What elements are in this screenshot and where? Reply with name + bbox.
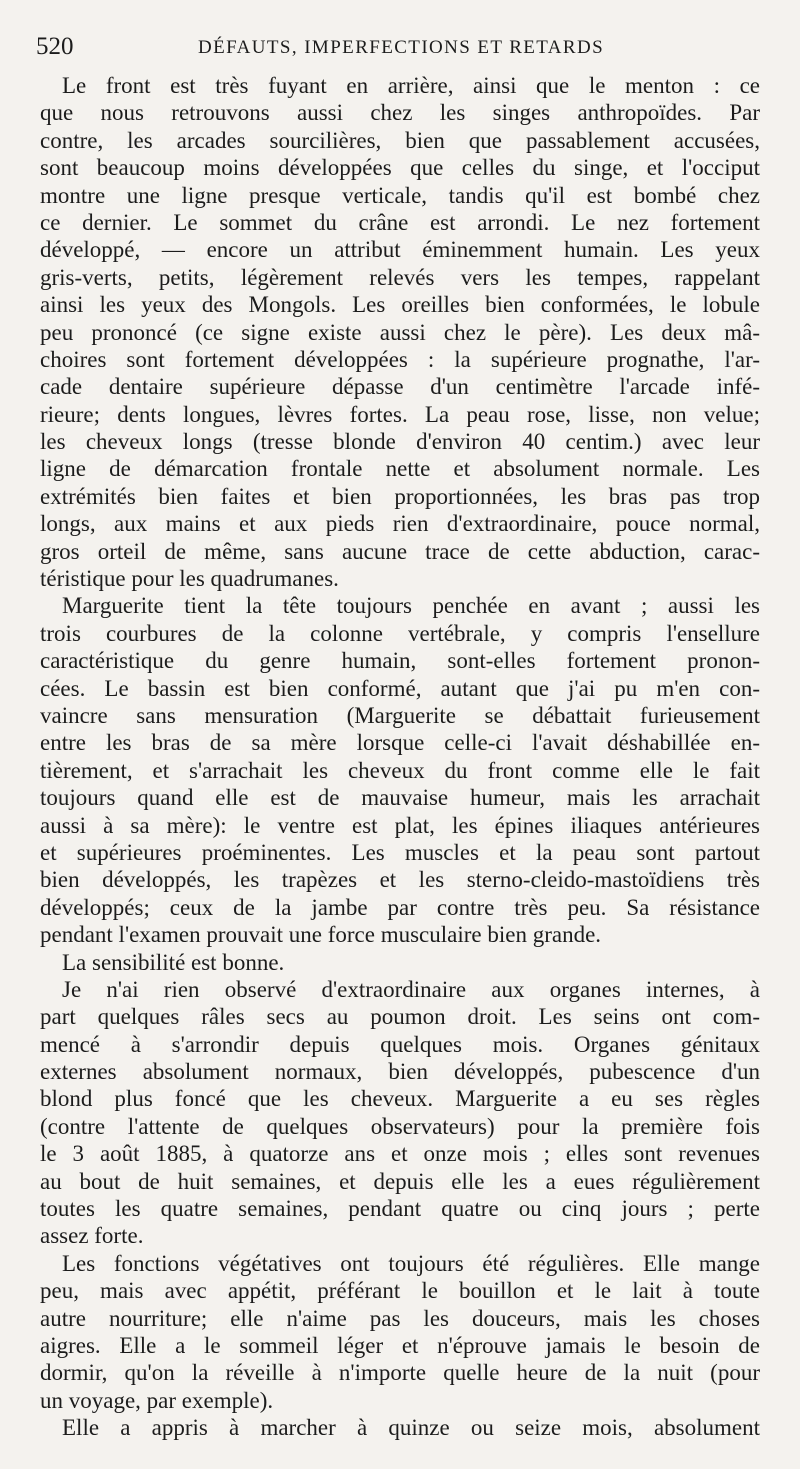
text-line: rieure; dents longues, lèvres fortes. La peau rose, lisse, non velue; (40, 401, 760, 427)
text-line: téristique pour les quadrumanes. (40, 566, 339, 592)
text-line: blond plus foncé que les cheveux. Marguerite a eu ses règles (40, 1086, 760, 1112)
text-line: pendant l'examen prouvait une force musculaire bien grande. (40, 922, 602, 948)
text-line: trois courbures de la colonne vertébrale, y compris l'ensellure (40, 620, 760, 646)
running-title: DÉFAUTS, IMPERFECTIONS ET RETARDS (198, 37, 605, 58)
text-line: que nous retrouvons aussi chez les singes anthropoïdes. Par (40, 100, 760, 126)
text-line: aigres. Elle a le sommeil léger et n'éprouve jamais le besoin de (40, 1332, 760, 1358)
text-line: Les fonctions végétatives ont toujours été régulières. Elle mange (62, 1250, 760, 1276)
text-line: montre une ligne presque verticale, tandis qu'il est bombé chez (40, 182, 760, 208)
text-line: toujours quand elle est de mauvaise humeur, mais les arrachait (40, 785, 760, 811)
text-line: autre nourriture; elle n'aime pas les douceurs, mais les choses (40, 1305, 760, 1331)
text-line: ligne de démarcation frontale nette et absolument normale. Les (40, 456, 760, 482)
text-line: Je n'ai rien observé d'extraordinaire aux organes internes, à (62, 976, 760, 1002)
text-line: bien développés, les trapèzes et les sterno-cleido-mastoïdiens très (40, 867, 760, 893)
text-line: part quelques râles secs au poumon droit. Les seins ont com- (40, 1004, 760, 1030)
text-line: développé, — encore un attribut éminemment humain. Les yeux (40, 237, 760, 263)
text-line: peu prononcé (ce signe existe aussi chez le père). Les deux mâ- (40, 319, 760, 345)
text-line: entre les bras de sa mère lorsque celle-ci l'avait déshabillée en- (40, 730, 760, 756)
text-line: extrémités bien faites et bien proportionnées, les bras pas trop (40, 483, 760, 509)
text-line: externes absolument normaux, bien développés, pubescence d'un (40, 1059, 760, 1085)
text-line: mencé à s'arrondir depuis quelques mois. Organes génitaux (40, 1031, 760, 1057)
text-line: au bout de huit semaines, et depuis elle les a eues régulièrement (40, 1168, 760, 1194)
text-line: Marguerite tient la tête toujours penchée en avant ; aussi les (62, 593, 760, 619)
text-line: cées. Le bassin est bien conformé, autant que j'ai pu m'en con- (40, 675, 760, 701)
text-line: développés; ceux de la jambe par contre très peu. Sa résistance (40, 894, 760, 920)
text-line: vaincre sans mensuration (Marguerite se débattait furieusement (40, 702, 760, 728)
body-text (40, 72, 760, 1442)
text-line: peu, mais avec appétit, préférant le bouillon et le lait à toute (40, 1278, 760, 1304)
text-line: La sensibilité est bonne. (62, 949, 285, 975)
text-line: caractéristique du genre humain, sont-elles fortement pronon- (40, 648, 760, 674)
text-line: Elle a appris à marcher à quinze ou seize mois, absolument (62, 1415, 760, 1441)
text-line: cade dentaire supérieure dépasse d'un centimètre l'arcade infé- (40, 374, 760, 400)
text-line: toutes les quatre semaines, pendant quatre ou cinq jours ; perte (40, 1196, 760, 1222)
page-number: 520 (36, 33, 74, 60)
text-line: tièrement, et s'arrachait les cheveux du front comme elle le fait (40, 757, 760, 783)
text-line: ainsi les yeux des Mongols. Les oreilles bien conformées, le lobule (40, 292, 760, 318)
text-line: dormir, qu'on la réveille à n'importe quelle heure de la nuit (pour (40, 1360, 760, 1386)
text-line: contre, les arcades sourcilières, bien que passablement accusées, (40, 127, 760, 153)
text-line: longs, aux mains et aux pieds rien d'extraordinaire, pouce normal, (40, 511, 760, 537)
text-line: sont beaucoup moins développées que celles du singe, et l'occiput (40, 155, 760, 181)
page-header (36, 30, 760, 64)
text-line: les cheveux longs (tresse blonde d'environ 40 centim.) avec leur (40, 429, 760, 455)
text-line: Le front est très fuyant en arrière, ainsi que le menton : ce (62, 73, 760, 98)
text-line: assez forte. (40, 1223, 144, 1249)
text-line: et supérieures proéminentes. Les muscles et la peau sont partout (40, 839, 760, 865)
text-line: le 3 août 1885, à quatorze ans et onze mois ; elles sont revenues (40, 1141, 760, 1167)
text-line: un voyage, par exemple). (40, 1387, 274, 1413)
text-line: gros orteil de même, sans aucune trace de cette abduction, carac- (40, 538, 760, 564)
text-line: gris-verts, petits, légèrement relevés vers les tempes, rappelant (40, 264, 760, 290)
text-line: choires sont fortement développées : la supérieure prognathe, l'ar- (40, 346, 760, 372)
text-line: aussi à sa mère): le ventre est plat, les épines iliaques antérieures (40, 812, 760, 838)
text-line: (contre l'attente de quelques observateurs) pour la première fois (40, 1113, 760, 1139)
text-line: ce dernier. Le sommet du crâne est arrondi. Le nez fortement (40, 209, 760, 235)
